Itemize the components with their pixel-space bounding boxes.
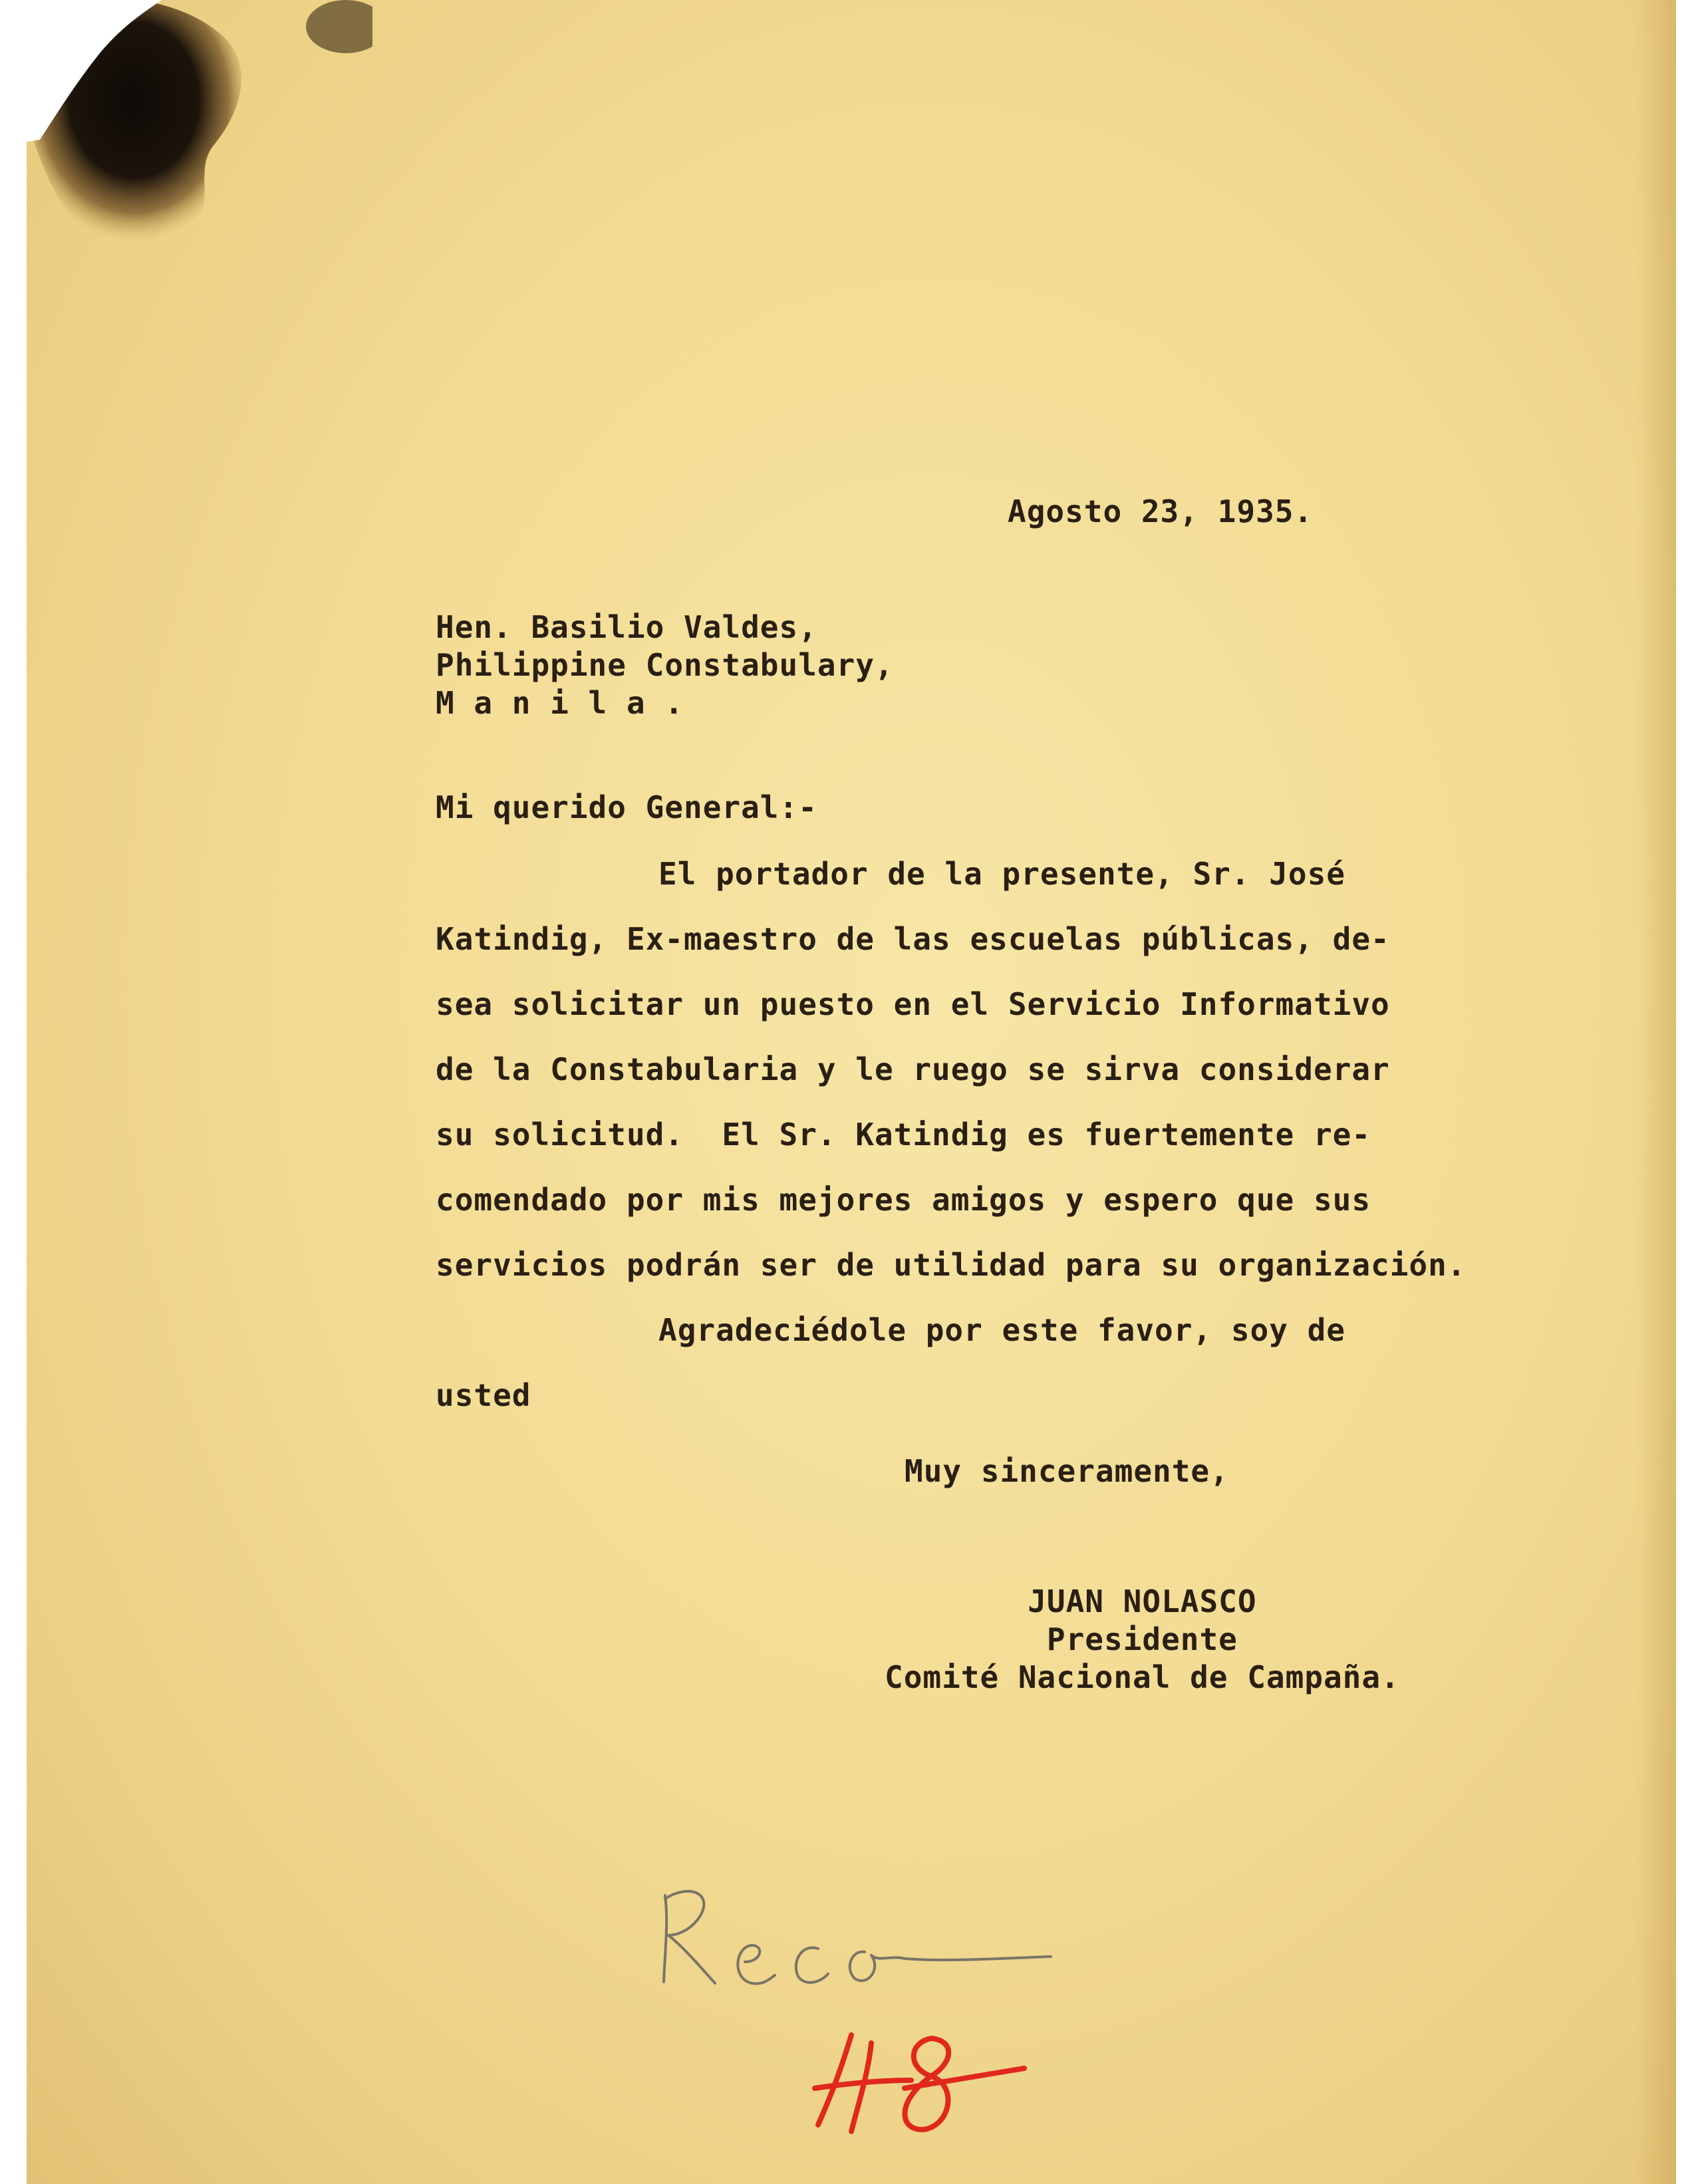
recipient-organization: Philippine Constabulary, — [436, 647, 894, 683]
complimentary-close: Muy sinceramente, — [905, 1453, 1229, 1489]
body-line: Katindig, Ex-maestro de las escuelas públicas, de- — [436, 921, 1390, 957]
recipient-address — [436, 609, 894, 722]
burn-damage-mark — [27, 0, 372, 293]
signer-title: Presidente — [1046, 1621, 1238, 1657]
body-line: servicios podrán ser de utilidad para su organización. — [436, 1247, 1467, 1283]
handwritten-annotations — [652, 1869, 1064, 2148]
signature-block — [885, 1583, 1400, 1697]
signer-organization: Comité Nacional de Campaña. — [885, 1659, 1400, 1695]
recipient-city: M a n i l a . — [436, 685, 684, 721]
body-line: comendado por mis mejores amigos y espero que sus — [436, 1182, 1371, 1218]
salutation: Mi querido General:- — [436, 789, 817, 825]
body-line: su solicitud. El Sr. Katindig es fuertemente re- — [436, 1117, 1371, 1153]
body-line: sea solicitar un puesto en el Servicio Informativo — [436, 986, 1390, 1022]
body-line: Agradeciédole por este favor, soy de — [658, 1312, 1345, 1348]
pencil-note-reco — [664, 1891, 1051, 1984]
body-line: usted — [436, 1377, 531, 1413]
signer-name: JUAN NOLASCO — [1028, 1583, 1257, 1619]
letter-sheet — [27, 0, 1676, 2184]
body-line: de la Constabularia y le ruego se sirva considerar — [436, 1051, 1390, 1087]
red-number-48 — [815, 2035, 1024, 2131]
body-line: El portador de la presente, Sr. José — [658, 856, 1345, 892]
letter-date: Agosto 23, 1935. — [1008, 493, 1314, 529]
paper-edge-shadow — [1636, 0, 1676, 2184]
letter-body — [436, 841, 1467, 1428]
recipient-name: Hen. Basilio Valdes, — [436, 609, 817, 645]
